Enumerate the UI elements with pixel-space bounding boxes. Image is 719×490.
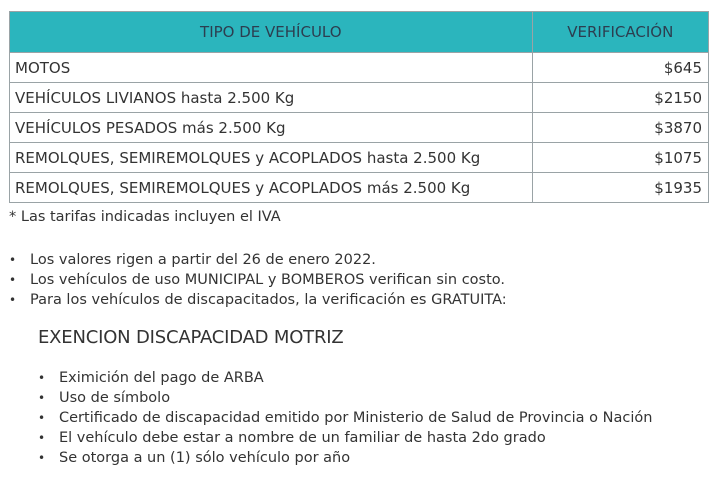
list-item: [9, 250, 507, 270]
bullet-icon: •: [9, 253, 17, 267]
exemption-title: EXENCION DISCAPACIDAD MOTRIZ: [38, 327, 344, 348]
table-row: [10, 173, 709, 203]
list-item-text: El vehículo debe estar a nombre de un familiar de hasta 2do grado: [59, 430, 546, 446]
vehicle-type-cell: VEHÍCULOS LIVIANOS hasta 2.500 Kg: [10, 83, 533, 113]
bullet-icon: •: [38, 451, 46, 465]
table-header-row: [10, 12, 709, 53]
header-verification: VERIFICACIÓN: [532, 12, 708, 53]
table-row: [10, 83, 709, 113]
price-cell: $1935: [532, 173, 708, 203]
list-item: [38, 448, 652, 468]
bullet-icon: •: [38, 371, 46, 385]
price-cell: $1075: [532, 143, 708, 173]
header-vehicle-type: TIPO DE VEHÍCULO: [10, 12, 533, 53]
list-item: [38, 428, 652, 448]
price-cell: $2150: [532, 83, 708, 113]
list-item: [9, 290, 507, 310]
list-item-text: Uso de símbolo: [59, 390, 171, 406]
table-row: [10, 113, 709, 143]
fees-table: [9, 11, 709, 203]
bullet-icon: •: [38, 431, 46, 445]
bullet-icon: •: [9, 293, 17, 307]
info-bullet-list: [9, 250, 507, 310]
price-cell: $3870: [532, 113, 708, 143]
list-item-text: Para los vehículos de discapacitados, la verificación es GRATUITA:: [30, 292, 507, 308]
list-item: [9, 270, 507, 290]
bullet-icon: •: [9, 273, 17, 287]
bullet-icon: •: [38, 391, 46, 405]
vehicle-type-cell: REMOLQUES, SEMIREMOLQUES y ACOPLADOS más 2.500 Kg: [10, 173, 533, 203]
price-cell: $645: [532, 53, 708, 83]
table-row: [10, 143, 709, 173]
list-item-text: Eximición del pago de ARBA: [59, 370, 264, 386]
list-item-text: Se otorga a un (1) sólo vehículo por año: [59, 450, 351, 466]
list-item: [38, 388, 652, 408]
list-item: [38, 408, 652, 428]
exemption-list: [38, 368, 652, 468]
table-row: [10, 53, 709, 83]
vehicle-type-cell: MOTOS: [10, 53, 533, 83]
list-item-text: Los vehículos de uso MUNICIPAL y BOMBEROS verifican sin costo.: [30, 272, 506, 288]
list-item: [38, 368, 652, 388]
vehicle-type-cell: VEHÍCULOS PESADOS más 2.500 Kg: [10, 113, 533, 143]
list-item-text: Los valores rigen a partir del 26 de enero 2022.: [30, 252, 376, 268]
vehicle-type-cell: REMOLQUES, SEMIREMOLQUES y ACOPLADOS hasta 2.500 Kg: [10, 143, 533, 173]
list-item-text: Certificado de discapacidad emitido por Ministerio de Salud de Provincia o Nación: [59, 410, 653, 426]
tax-note: * Las tarifas indicadas incluyen el IVA: [9, 209, 281, 225]
bullet-icon: •: [38, 411, 46, 425]
